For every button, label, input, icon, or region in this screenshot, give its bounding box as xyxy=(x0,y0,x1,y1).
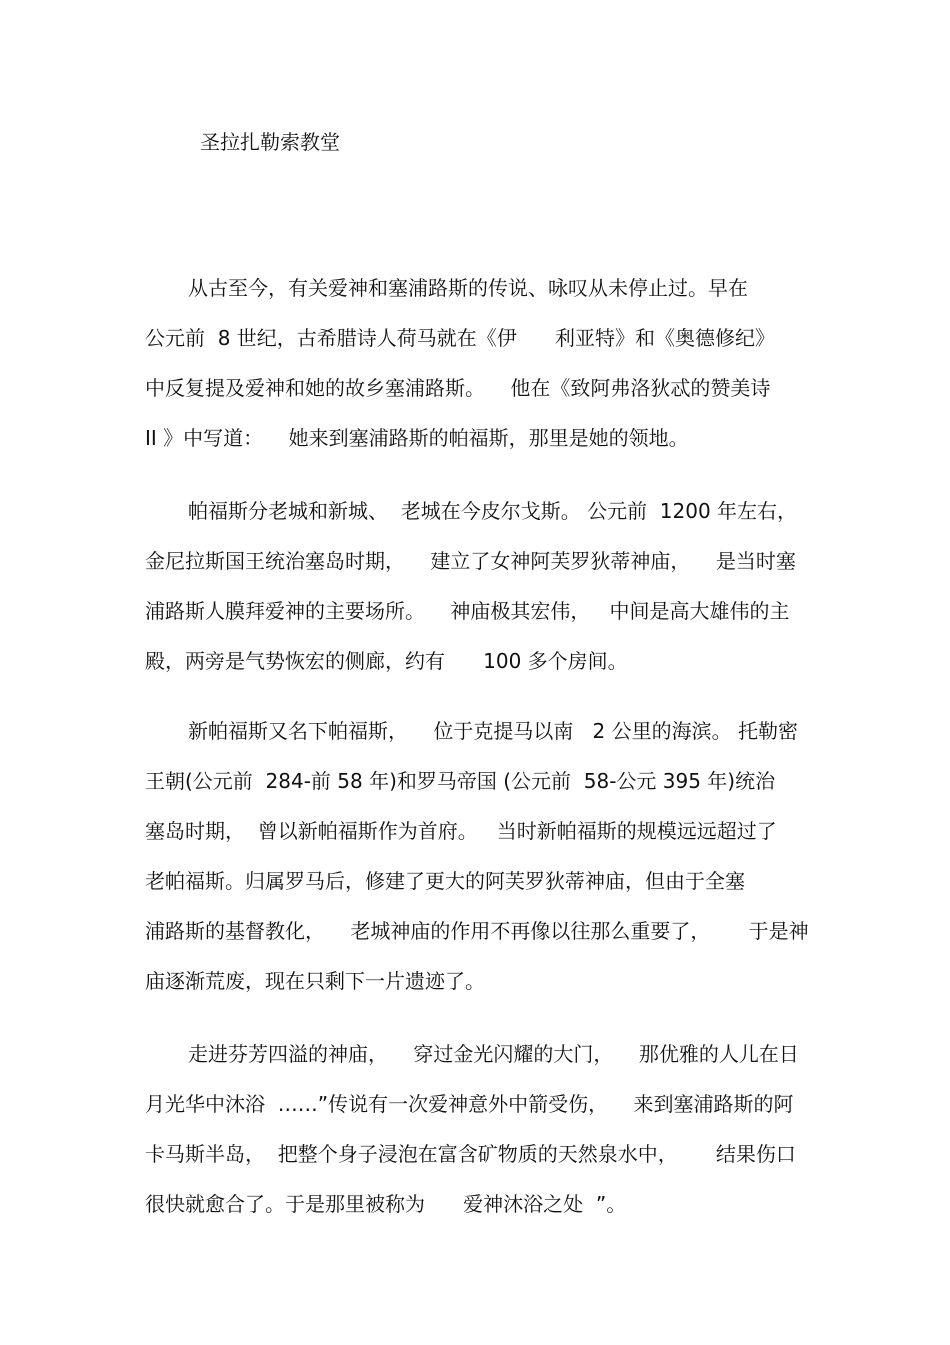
paragraph-line: 走进芬芳四溢的神庙， 穿过金光闪耀的大门， 那优雅的人儿在日 xyxy=(188,1042,799,1066)
paragraph-line: 金尼拉斯国王统治塞岛时期， 建立了女神阿芙罗狄蒂神庙， 是当时塞 xyxy=(145,549,796,573)
paragraph-line: 老帕福斯。归属罗马后，修建了更大的阿芙罗狄蒂神庙，但由于全塞 xyxy=(145,869,745,893)
paragraph-line: 月光华中沐浴 ……”传说有一次爱神意外中箭受伤， 来到塞浦路斯的阿 xyxy=(145,1092,794,1116)
paragraph-line: 卡马斯半岛， 把整个身子浸泡在富含矿物质的天然泉水中， 结果伤口 xyxy=(145,1142,796,1166)
paragraph-line: II 》中写道： 她来到塞浦路斯的帕福斯，那里是她的领地。 xyxy=(145,426,689,450)
document-title: 圣拉扎勒索教堂 xyxy=(200,130,340,154)
paragraph-line: 塞岛时期， 曾以新帕福斯作为首府。 当时新帕福斯的规模远远超过了 xyxy=(145,819,777,843)
paragraph-line: 庙逐渐荒废，现在只剩下一片遗迹了。 xyxy=(145,969,485,993)
paragraph-line: 浦路斯的基督教化， 老城神庙的作用不再像以往那么重要了， 于是神 xyxy=(145,919,809,943)
paragraph-line: 王朝(公元前 284-前 58 年)和罗马帝国 (公元前 58-公元 395 年)统治 xyxy=(145,769,776,793)
paragraph-line: 新帕福斯又名下帕福斯， 位于克提马以南 2 公里的海滨。 托勒密 xyxy=(188,719,798,743)
paragraph-line: 很快就愈合了。于是那里被称为 爱神沐浴之处 ”。 xyxy=(145,1192,627,1216)
paragraph-line: 浦路斯人膜拜爱神的主要场所。 神庙极其宏伟， 中间是高大雄伟的主 xyxy=(145,599,790,623)
paragraph-line: 殿，两旁是气势恢宏的侧廊，约有 100 多个房间。 xyxy=(145,649,628,673)
paragraph-line: 公元前 8 世纪，古希腊诗人荷马就在《伊 利亚特》和《奥德修纪》 xyxy=(145,326,775,350)
paragraph-line: 从古至今，有关爱神和塞浦路斯的传说、咏叹从未停止过。早在 xyxy=(188,276,748,300)
paragraph-line: 中反复提及爱神和她的故乡塞浦路斯。 他在《致阿弗洛狄忒的赞美诗 xyxy=(145,376,771,400)
paragraph-line: 帕福斯分老城和新城、 老城在今皮尔戈斯。 公元前 1200 年左右， xyxy=(188,499,798,523)
